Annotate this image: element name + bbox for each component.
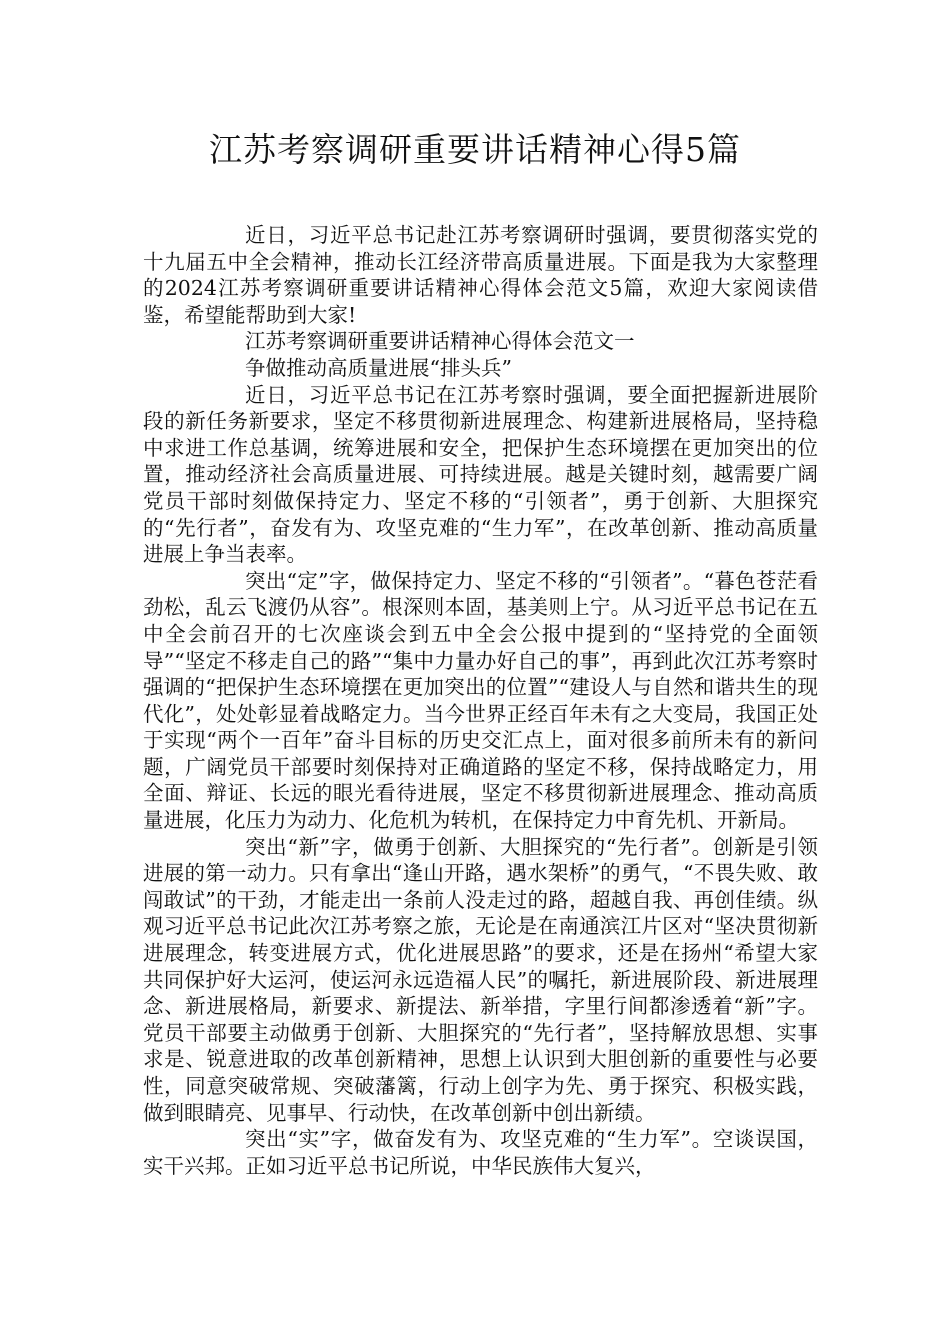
document-body [143,222,818,1179]
body-paragraph: 突出“定”字，做保持定力、坚定不移的“引领者”。“暮色苍茫看劲松，乱云飞渡仍从容”。根深则本固，基美则上宁。从习近平总书记在五中全会前召开的七次座谈会到五中全会公报中提到的“坚持党的全面领导”“坚定不移走自己的路”“集中力量办好自己的事”，再到此次江苏考察时强调的“把保护生态环境摆在更加突出的位置”“建设人与自然和谐共生的现代化”，处处彰显着战略定力。当今世界正经百年未有之大变局，我国正处于实现“两个一百年”奋斗目标的历史交汇点上，面对很多前所未有的新问题，广阔党员干部要时刻保持对正确道路的坚定不移，保持战略定力，用全面、辩证、长远的眼光看待进展，坚定不移贯彻新进展理念、推动高质量进展，化压力为动力、化危机为转机，在保持定力中育先机、开新局。 [143,568,818,833]
intro-paragraph: 近日，习近平总书记赴江苏考察调研时强调，要贯彻落实党的十九届五中全会精神，推动长江经济带高质量进展。下面是我为大家整理的2024江苏考察调研重要讲话精神心得体会范文5篇，欢迎大家阅读借鉴，希望能帮助到大家! [143,223,818,327]
body-paragraph: 近日，习近平总书记在江苏考察时强调，要全面把握新进展阶段的新任务新要求，坚定不移贯彻新进展理念、构建新进展格局，坚持稳中求进工作总基调，统筹进展和安全，把保护生态环境摆在更加突出的位置，推动经济社会高质量进展、可持续进展。越是关键时刻，越需要广阔党员干部时刻做保持定力、坚定不移的“引领者”，勇于创新、大胆探究的“先行者”，奋发有为、攻坚克难的“生力军”，在改革创新、推动高质量进展上争当表率。 [143,382,818,567]
body-paragraph: 突出“实”字，做奋发有为、攻坚克难的“生力军”。空谈误国，实干兴邦。正如习近平总书记所说，中华民族伟大复兴， [143,1127,818,1178]
body-paragraph: 突出“新”字，做勇于创新、大胆探究的“先行者”。创新是引领进展的第一动力。只有拿出“逢山开路，遇水架桥”的勇气，“不畏失败、敢闯敢试”的干劲，才能走出一条前人没走过的路，超越自我、再创佳绩。纵观习近平总书记此次江苏考察之旅，无论是在南通滨江片区对“坚决贯彻新进展理念，转变进展方式，优化进展思路”的要求，还是在扬州“希望大家共同保护好大运河，使运河永远造福人民”的嘱托，新进展阶段、新进展理念、新进展格局，新要求、新提法、新举措，字里行间都渗透着“新”字。党员干部要主动做勇于创新、大胆探究的“先行者”，坚持解放思想、实事求是、锐意进取的改革创新精神，思想上认识到大胆创新的重要性与必要性，同意突破常规、突破藩篱，行动上创字为先、勇于探究、积极实践，做到眼睛亮、见事早、行动快，在改革创新中创出新绩。 [143,834,818,1125]
document-title: 江苏考察调研重要讲话精神心得5篇 [209,130,741,169]
section-heading: 江苏考察调研重要讲话精神心得体会范文一 [245,329,635,354]
section-subtitle: 争做推动高质量进展“排头兵” [245,355,512,380]
